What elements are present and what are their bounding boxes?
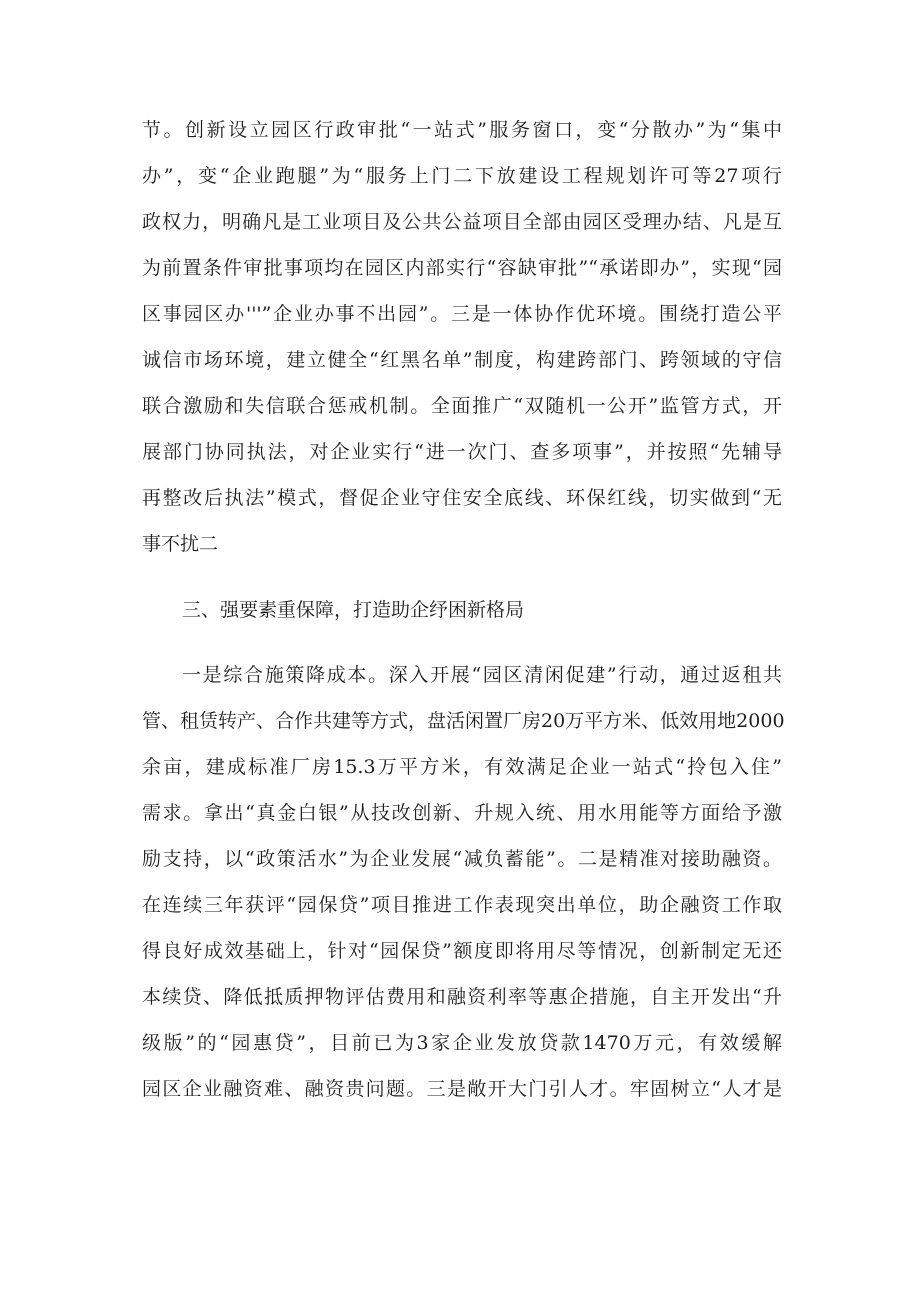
text-line-7: 联合激励和失信联合惩戒机制。全面推广“双随机一公开”监管方式，开: [142, 395, 782, 417]
text-line-1: 节。创新设立园区行政审批“一站式”服务窗口，变“分散办”为“集中: [142, 119, 782, 141]
text-line-19: 本续贷、降低抵质押物评估费用和融资利率等惠企措施，自主开发出“升: [142, 986, 782, 1008]
text-line-4: 为前置条件审批事项均在园区内部实行“容缺审批”“承诺即办”，实现“园: [142, 257, 782, 279]
text-line-16: 励支持，以“政策活水”为企业发展“减负蓄能”。二是精准对接助融资。: [142, 848, 782, 870]
text-line-10: 事不扰二: [142, 533, 219, 555]
text-line-2: 办”，变“企业跑腿”为“服务上门二下放建设工程规划许可等27项行: [142, 165, 782, 187]
text-line-3: 政权力，明确凡是工业项目及公共公益项目全部由园区受理办结、凡是互: [142, 211, 782, 233]
text-line-12: 一是综合施策降成本。深入开展“园区清闲促建”行动，通过返租共: [182, 664, 782, 686]
text-line-13: 管、租赁转产、合作共建等方式，盘活闲置厂房20万平方米、低效用地2000: [142, 710, 785, 732]
text-line-6: 诚信市场环境，建立健全“红黑名单”制度，构建跨部门、跨领域的守信: [142, 349, 782, 371]
text-line-20: 级版”的“园惠贷”，目前已为3家企业发放贷款1470万元，有效缓解: [142, 1032, 782, 1054]
text-line-8: 展部门协同执法，对企业实行“进一次门、查多项事”，并按照“先辅导: [142, 441, 782, 463]
section-heading: 三、强要素重保障，打造助企纾困新格局: [182, 599, 525, 621]
text-line-17: 在连续三年获评“园保贷”项目推进工作表现突出单位，助企融资工作取: [142, 894, 782, 916]
text-line-18: 得良好成效基础上，针对“园保贷”额度即将用尽等情况，创新制定无还: [142, 940, 782, 962]
text-line-21: 园区企业融资难、融资贵问题。三是敞开大门引人才。牢固树立“人才是: [142, 1078, 782, 1100]
text-line-15: 需求。拿出“真金白银”从技改创新、升规入统、用水用能等方面给予激: [142, 802, 782, 824]
text-line-5: 区事园区办'''”企业办事不出园”。三是一体协作优环境。围绕打造公平: [142, 303, 782, 325]
text-line-14: 余亩，建成标准厂房15.3万平方米，有效满足企业一站式“拎包入住”: [142, 756, 782, 778]
text-line-9: 再整改后执法”模式，督促企业守住安全底线、环保红线，切实做到“无: [142, 487, 782, 509]
